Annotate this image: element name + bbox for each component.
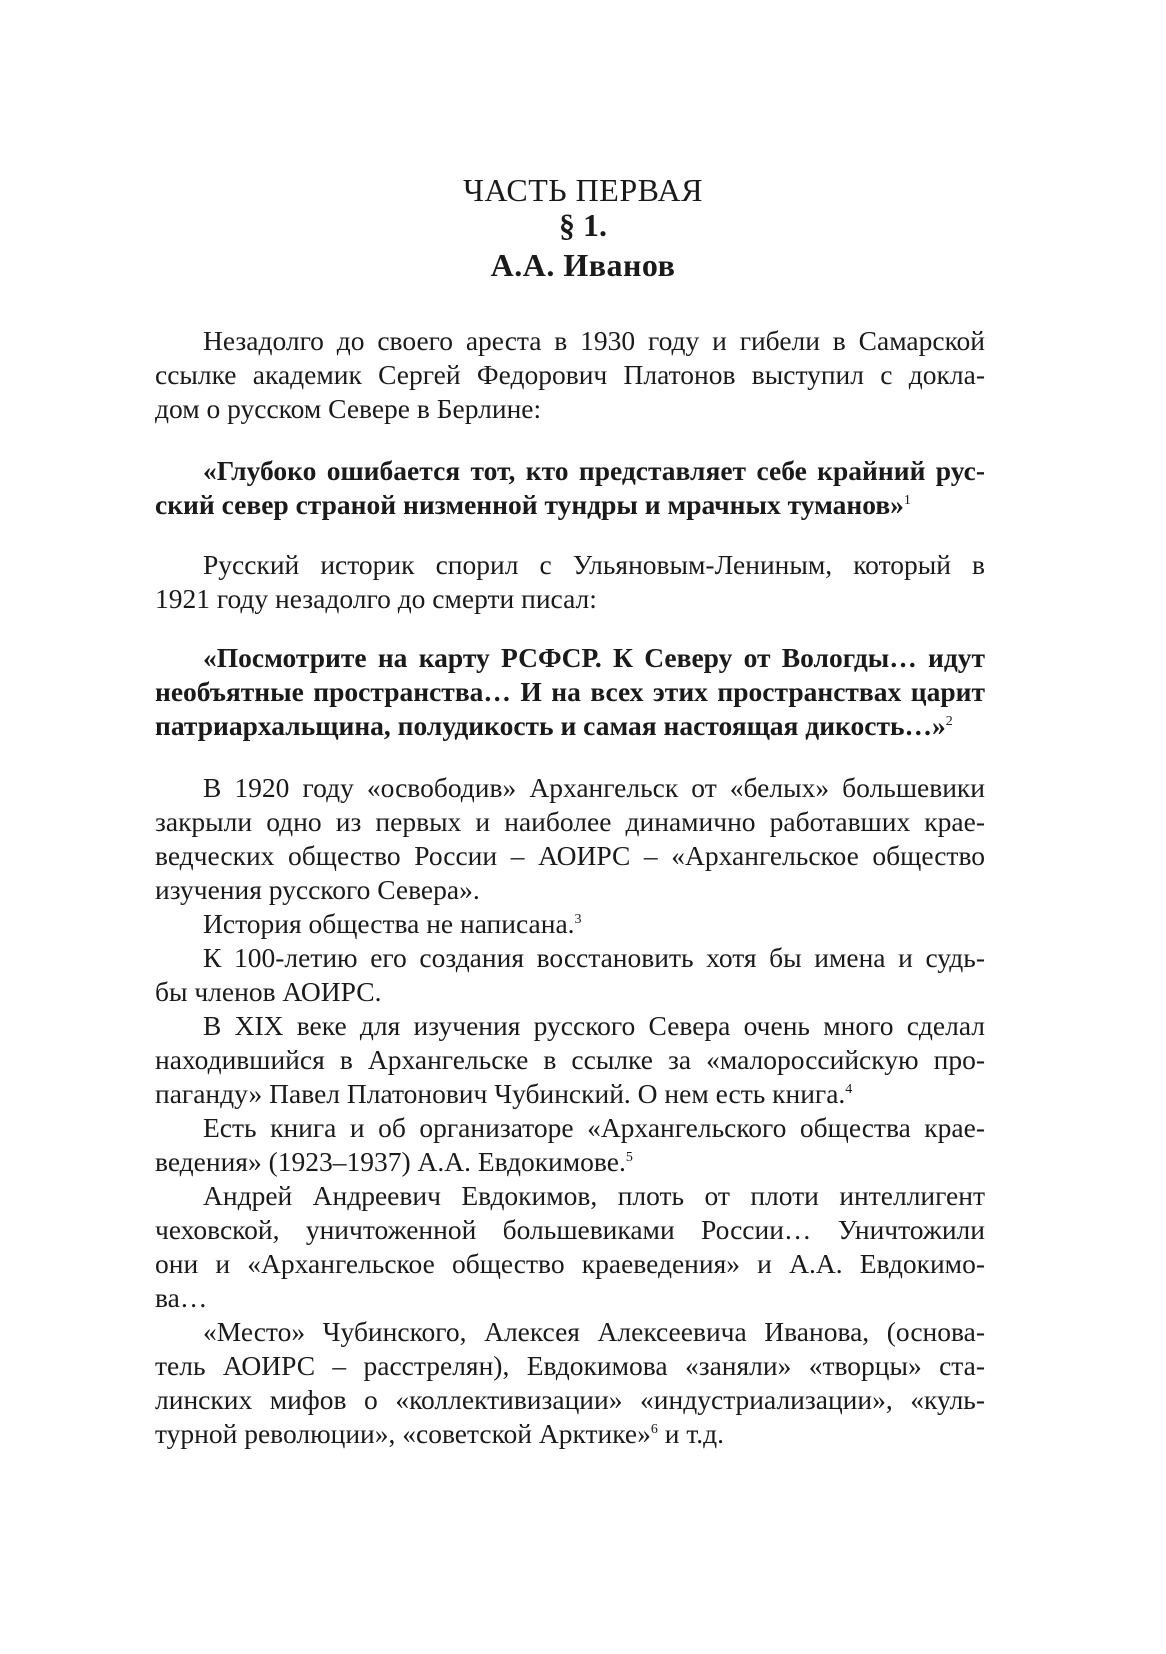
paragraph-line: линских мифов о «коллективизации» «индустриализации», «куль-: [155, 1384, 985, 1415]
paragraph-line: К 100-летию его создания восстановить хотя бы имена и судь-: [203, 942, 985, 973]
paragraph-line: изучения русского Севера».: [155, 874, 480, 905]
paragraph-line: Есть книга и об организаторе «Архангельского общества крае-: [203, 1112, 985, 1143]
paragraph-line: ва…: [155, 1282, 208, 1313]
quote-line: «Глубоко ошибается тот, кто представляет себе крайний рус-: [203, 455, 985, 486]
section-author: А.А. Иванов: [490, 247, 676, 283]
paragraph-line: они и «Архангельское общество краеведения» и А.А. Евдокимо-: [155, 1248, 985, 1279]
section-number: § 1.: [559, 207, 607, 243]
quote-line: «Посмотрите на карту РСФСР. К Северу от Вологды… идут: [203, 642, 985, 673]
quote-line: ский север страной низменной тундры и мрачных туманов»$^1$: [155, 489, 911, 520]
paragraph-line: Незадолго до своего ареста в 1930 году и гибели в Самарской: [203, 325, 985, 356]
paragraph-line: тель АОИРС – расстрелян), Евдокимова «заняли» «творцы» ста-: [155, 1350, 985, 1381]
footnote-ref: 6: [650, 1421, 658, 1437]
footnote-ref: 4: [845, 1081, 853, 1097]
footnote-ref: 1: [903, 492, 911, 508]
quote-line: патриархальщина, полудикость и самая настоящая дикость…»$^2$: [155, 710, 953, 741]
paragraph-line: чеховской, уничтоженной большевиками России… Уничтожили: [155, 1214, 985, 1245]
paragraph-line: находившийся в Архангельске в ссылке за «малороссийскую про-: [155, 1044, 985, 1075]
footnote-ref: 5: [625, 1149, 633, 1165]
paragraph-line: История общества не написана.$^3$: [203, 908, 582, 939]
paragraph-line: ссылке академик Сергей Федорович Платонов выступил с докла-: [155, 359, 985, 390]
paragraph-line: В XIX веке для изучения русского Севера очень много сделал: [203, 1010, 985, 1041]
part-title: ЧАСТЬ ПЕРВАЯ: [463, 172, 703, 208]
paragraph-line: дом о русском Севере в Берлине:: [155, 393, 542, 424]
quote-line: необъятные пространства… И на всех этих пространствах царит: [155, 676, 985, 707]
paragraph-line: бы членов АОИРС.: [155, 976, 382, 1007]
paragraph-line: ведческих общество России – АОИРС – «Архангельское общество: [155, 840, 985, 871]
paragraph-line: 1921 году незадолго до смерти писал:: [155, 583, 597, 614]
paragraph-line: закрыли одно из первых и наиболее динамично работавших крае-: [155, 806, 985, 837]
paragraph-line: «Место» Чубинского, Алексея Алексеевича Иванова, (основа-: [203, 1316, 985, 1347]
paragraph-line: Андрей Андреевич Евдокимов, плоть от плоти интеллигент: [203, 1180, 985, 1211]
footnote-ref: 3: [574, 911, 582, 927]
paragraph-line: ведения» (1923–1937) А.А. Евдокимове.$^5$: [155, 1146, 633, 1177]
paragraph-line: турной революции», «советской Арктике»$^6$ и т.д.: [155, 1418, 725, 1449]
paragraph-line: паганду» Павел Платонович Чубинский. О нем есть книга.$^4$: [155, 1078, 853, 1109]
paragraph-line: Русский историк спорил с Ульяновым-Лениным, который в: [203, 549, 985, 580]
paragraph-line: В 1920 году «освободив» Архангельск от «белых» большевики: [203, 772, 985, 803]
footnote-ref: 2: [945, 713, 953, 729]
